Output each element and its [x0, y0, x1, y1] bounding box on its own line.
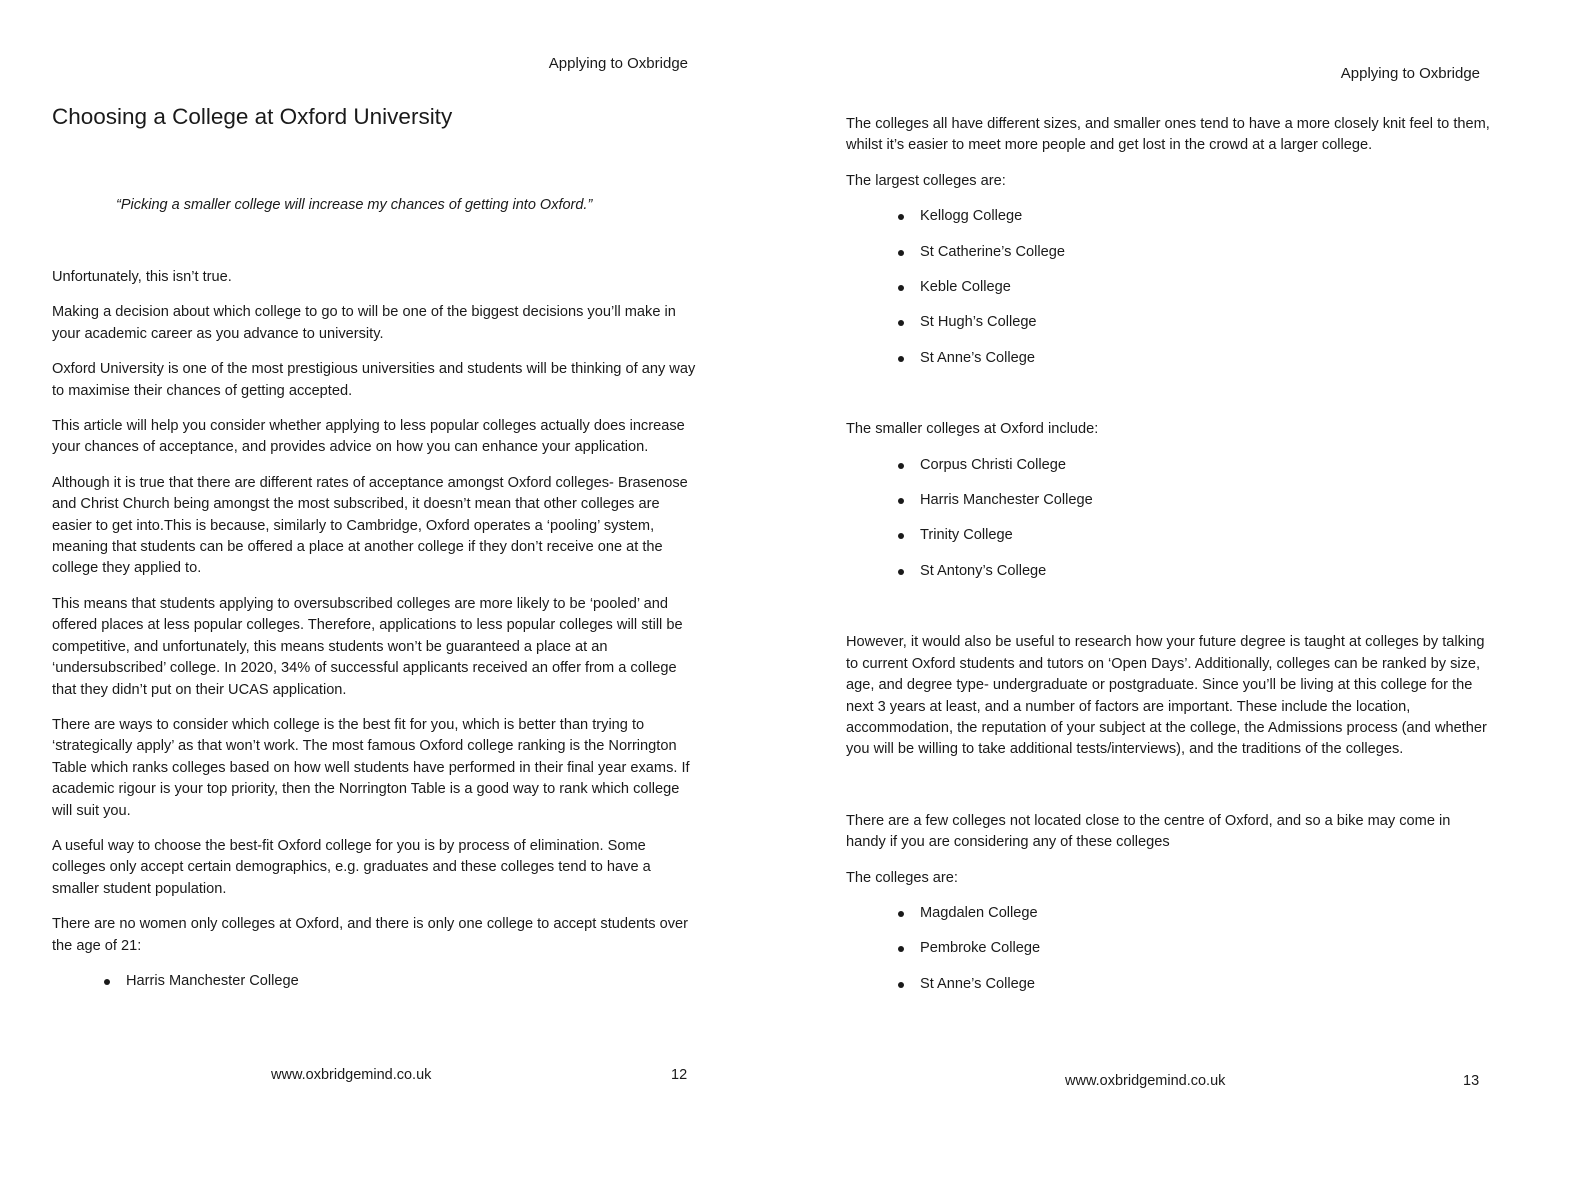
paragraph: This article will help you consider whether applying to less popular colleges actually does increase your chances of acceptance, and provides advice on how you can enhance your application. [52, 418, 685, 456]
paragraph: Making a decision about which college to go to will be one of the biggest decisions you’ll make in your academic career as you advance to university. [52, 304, 676, 342]
paragraph: A useful way to choose the best-fit Oxford college for you is by process of elimination. Some colleges only accept certain demographics, e.g. graduates and these colleges tend to have a smaller student population. [52, 837, 651, 897]
running-header: Applying to Oxbridge [1340, 65, 1480, 82]
footer-url: www.oxbridgemind.co.uk [1065, 1073, 1226, 1089]
page-number: 12 [671, 1067, 688, 1083]
footer-url: www.oxbridgemind.co.uk [271, 1067, 432, 1083]
list-item: Harris Manchester College [920, 490, 1491, 511]
list-label: The smaller colleges at Oxford include: [846, 421, 1099, 438]
paragraph: There are a few colleges not located close to the centre of Oxford, and so a bike may come in handy if you are considering any of these colleges [846, 812, 1451, 851]
list-item: St Catherine’s College [920, 242, 1491, 263]
list-item: St Antony’s College [920, 561, 1491, 582]
list-item: Keble College [920, 277, 1491, 298]
paragraph: There are no women only colleges at Oxford, and there is only one college to accept students over the age of 21: [52, 916, 689, 954]
paragraph: This means that students applying to oversubscribed colleges are more likely to be ‘pooled’ and offered places at less popular colleges. Therefore, applications to less popular colleges will still be competitive, and unfortunately, this means students won’t be guaranteed a place at an ‘undersubscribed’ college. In 2020, 34% of successful applicants received an offer from a college that they didn’t put on their UCAS application. [52, 595, 683, 698]
list-item: Pembroke College [920, 938, 1491, 959]
list-item: Kellogg College [920, 206, 1491, 227]
list-item: St Hugh’s College [920, 312, 1491, 333]
page-number: 13 [1463, 1073, 1480, 1089]
list-item: Harris Manchester College [126, 971, 697, 992]
running-header: Applying to Oxbridge [548, 55, 688, 72]
distant-colleges-list [846, 903, 1491, 995]
list-item: Corpus Christi College [920, 455, 1491, 476]
list-label: The colleges are: [846, 869, 958, 886]
paragraph: Oxford University is one of the most prestigious universities and students will be thinking of any way to maximise their chances of getting accepted. [52, 361, 696, 399]
paragraph: Although it is true that there are different rates of acceptance amongst Oxford colleges- Brasenose and Christ Church being amongst the most subscribed, it doesn’t mean that other colleges are easier to get into.This is because, similarly to Cambridge, Oxford operates a ‘pooling’ system, meaning that students can be offered a place at another college if they don’t receive one at the college they applied to. [52, 474, 688, 577]
body-text [52, 267, 697, 1006]
list-label: The largest colleges are: [846, 172, 1006, 189]
smaller-colleges-list [846, 455, 1491, 583]
page-title: Choosing a College at Oxford University [52, 104, 453, 129]
list-item: Trinity College [920, 525, 1491, 546]
right-page [794, 0, 1588, 1191]
paragraph: There are ways to consider which college is the best fit for you, which is better than trying to ‘strategically apply’ as that won’t work. The most famous Oxford college ranking is the Norrington Table which ranks colleges based on how well students have performed in their final year exams. If academic rigour is your top priority, then the Norrington Table is a good way to rank which college will suit you. [52, 716, 690, 819]
largest-colleges-list [846, 206, 1491, 369]
list-item: Magdalen College [920, 903, 1491, 924]
paragraph: Unfortunately, this isn’t true. [52, 269, 232, 285]
paragraph: The colleges all have different sizes, and smaller ones tend to have a more closely knit feel to them, whilst it’s easier to meet more people and get lost in the crowd at a larger college. [846, 116, 1490, 154]
body-text [846, 114, 1491, 1009]
list-item: St Anne’s College [920, 348, 1491, 369]
paragraph: However, it would also be useful to research how your future degree is taught at colleges by talking to current Oxford students and tutors on ‘Open Days’. Additionally, colleges can be ranked by size, age, and degree type- undergraduate or postgraduate. Since you’ll be living at this college for the next 3 years at least, and a number of factors are important. These include the location, accommodation, the reputation of your subject at the college, the Admissions process (and whether you will be willing to take additional tests/interviews), and the traditions of the colleges. [846, 634, 1487, 758]
pull-quote: “Picking a smaller college will increase my chances of getting into Oxford.” [116, 197, 593, 213]
list-item: St Anne’s College [920, 974, 1491, 995]
bullet-list [52, 971, 697, 992]
